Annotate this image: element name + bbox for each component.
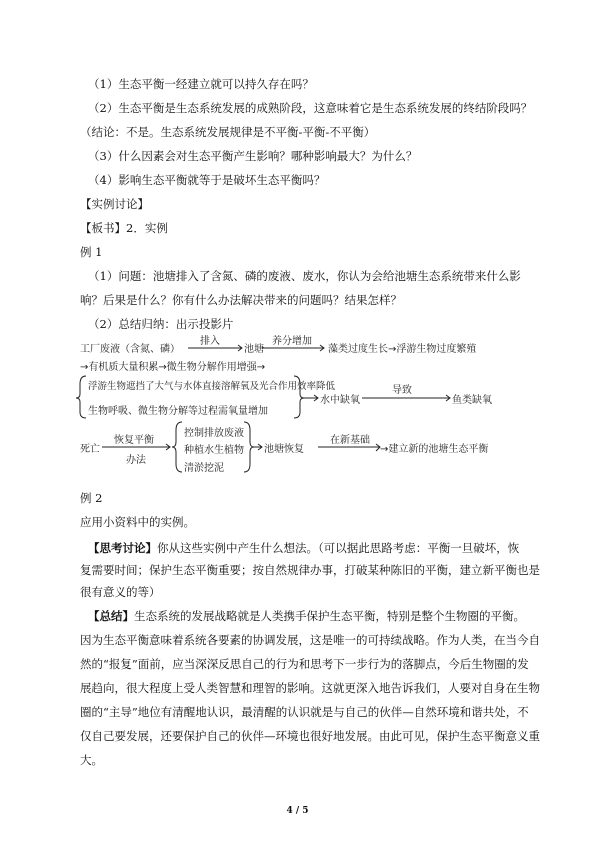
example-2-text: 应用小资料中的实例。 [80, 515, 195, 529]
board-heading: 【板书】2．实例 [80, 221, 168, 235]
summary-text: 生态系统的发展战略就是人类携手保护生态平衡，特别是整个生物圈的平衡。 [134, 609, 525, 623]
diagram-row4-option-1: 控制排放废液 [184, 428, 244, 439]
summary-line7: 大。 [80, 753, 103, 767]
diagram-row1-result: 藻类过度生长→浮游生物过度繁殖 [328, 344, 477, 355]
diagram-row4-arrow2-label: 在新基础 [330, 435, 370, 446]
think-discuss-label: 【思考讨论】 [88, 541, 157, 555]
summary-line4: 展趋向，很大程度上受人类智慧和理智的影响。这就更深入地告诉我们，人要对自身在生物 [80, 681, 540, 695]
example-1-question-line2: 响？后果是什么？你有什么办法解决带来的问题吗？结果怎样？ [80, 293, 402, 307]
diagram-row3-arrow-label: 导致 [392, 385, 412, 396]
diagram-row4-option-3: 清淤挖泥 [184, 463, 224, 474]
summary-line1 [88, 608, 525, 624]
question-1: （1）生态平衡一经建立就可以持久存在吗？ [88, 77, 314, 91]
think-discuss-text: 你从这些实例中产生什么想法。（可以据此思路考虑：平衡一旦破坏，恢 [157, 541, 520, 555]
diagram-row1-arrow1-label: 排入 [200, 336, 220, 347]
question-4: （4）影响生态平衡就等于是破坏生态平衡吗？ [88, 173, 326, 187]
brace-row3 [76, 376, 86, 418]
diagram-row4-arrow1-top: 恢复平衡 [114, 435, 154, 446]
diagram-row4-mid: 池塘恢复 [264, 444, 304, 455]
brace-row4-right [244, 422, 254, 472]
think-discuss-line2: 复需要时间；保护生态平衡重要；按自然规律办事，打破某种陈旧的平衡，建立新平衡也是 [80, 563, 540, 577]
diagram-row4-option-2: 种植水生植物 [184, 445, 244, 456]
summary-line6: 仅自己要发展，还要保护自己的伙伴—环境也很好地发展。由此可见，保护生态平衡意义重 [80, 729, 540, 743]
example-1-summary: （2）总结归纳：出示投影片 [88, 317, 234, 331]
diagram-row1-source: 工厂废液（含氮、磷） [80, 344, 180, 355]
diagram-row4-start: 死亡 [80, 444, 100, 455]
think-discuss-line1 [88, 540, 519, 556]
example-2-label: 例 2 [80, 491, 103, 505]
brace-row4-left [172, 422, 182, 472]
summary-line5: 圈的“主导”地位有清醒地认识，最清醒的认识就是与自己的伙伴—自然环境和谐共处，不 [80, 705, 529, 719]
summary-line2: 因为生态平衡意味着系统各要素的协调发展，这是唯一的可持续战略。作为人类，在当今自 [80, 633, 540, 647]
diagram-row3-line2: 生物呼吸、微生物分解等过程需氧量增加 [88, 406, 268, 417]
diagram-row2: →有机质大量积累→微生物分解作用增强→ [80, 362, 266, 373]
conclusion-text: （结论：不是。生态系统发展规律是不平衡-平衡-不平衡） [80, 125, 376, 139]
page-number: 4 / 5 [286, 806, 309, 816]
diagram-row3-target: 水中缺氧 [320, 395, 360, 406]
example-1-label: 例 1 [80, 245, 103, 259]
diagram-row1-arrow2-label: 养分增加 [272, 336, 312, 347]
think-discuss-line3: 很有意义的等） [80, 585, 161, 599]
question-2: （2）生态平衡是生态系统发展的成熟阶段，这意味着它是生态系统发展的终结阶段吗？ [88, 101, 533, 115]
summary-label: 【总结】 [88, 609, 134, 623]
diagram-row1-target: 池塘 [244, 344, 264, 355]
summary-line3: 然的“报复”面前，应当深深反思自己的行为和思考下一步行为的落脚点，今后生物圈的发 [80, 657, 529, 671]
section-case-discussion: 【实例讨论】 [80, 197, 149, 211]
diagram-row3-result: 鱼类缺氧 [452, 395, 492, 406]
diagram-row4-arrow1-bottom: 办法 [126, 455, 146, 466]
question-3: （3）什么因素会对生态平衡产生影响？哪种影响最大？为什么？ [88, 149, 418, 163]
example-1-question-line1: （1）问题：池塘排入了含氮、磷的废液、废水，你认为会给池塘生态系统带来什么影 [88, 269, 521, 283]
diagram-row4-result: →建立新的池塘生态平衡 [380, 444, 489, 455]
diagram-row3-line1: 浮游生物遮挡了大气与水体直接溶解氧及光合作用效率降低 [88, 381, 336, 392]
